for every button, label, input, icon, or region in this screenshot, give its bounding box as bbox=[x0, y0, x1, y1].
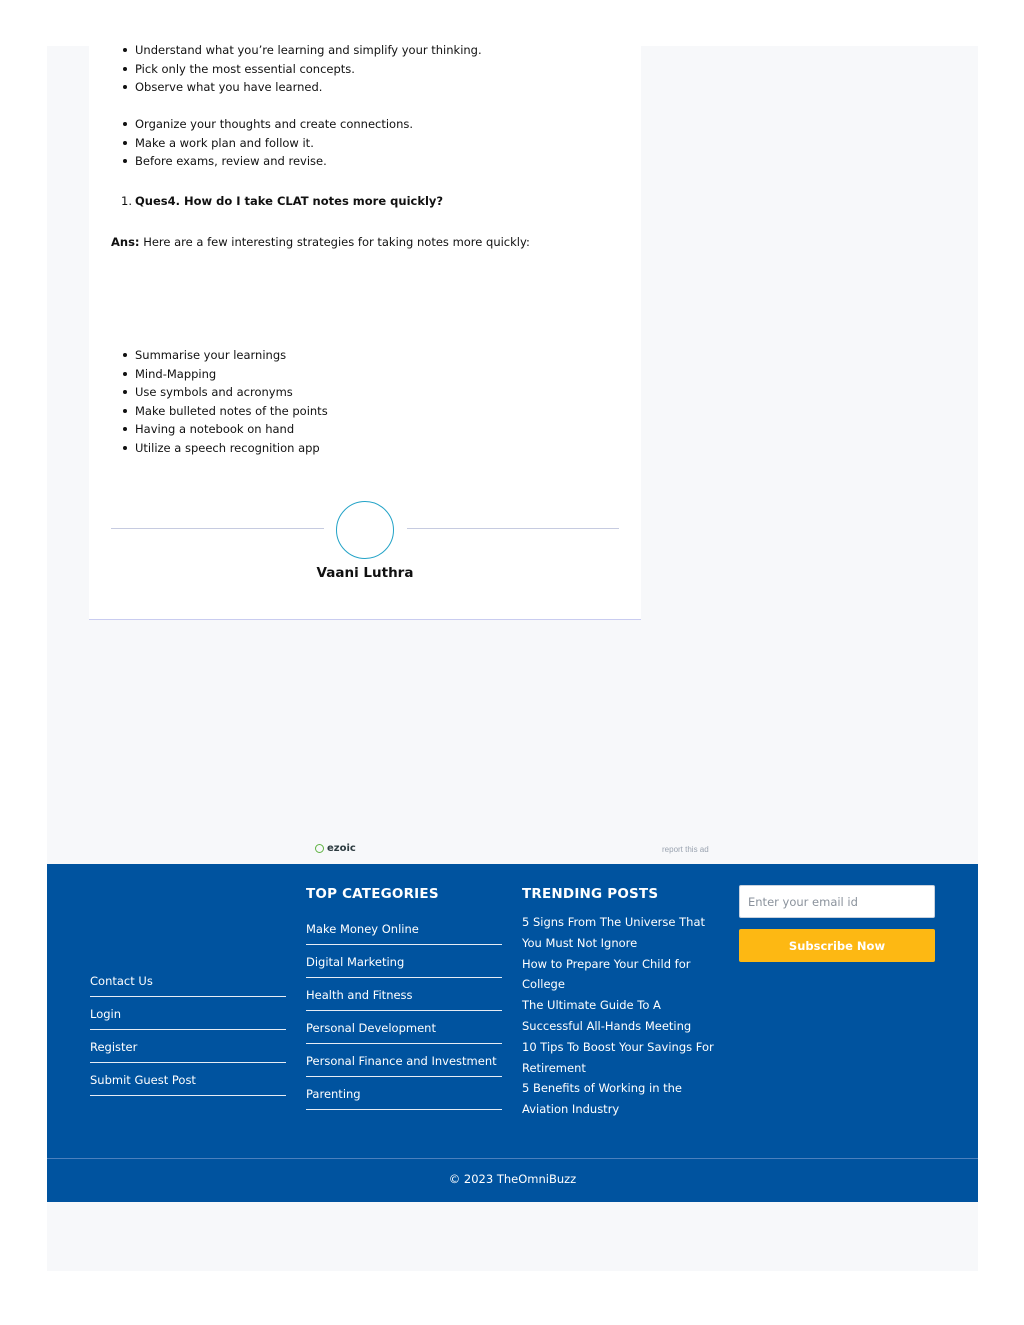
footer-link-contact-us[interactable]: Contact Us bbox=[90, 964, 286, 997]
ezoic-icon bbox=[315, 844, 324, 853]
category-link[interactable]: Parenting bbox=[306, 1077, 502, 1110]
category-link[interactable]: Personal Development bbox=[306, 1011, 502, 1044]
question-heading bbox=[121, 192, 443, 211]
author-divider-right bbox=[407, 528, 619, 529]
footer-link-submit-guest-post[interactable]: Submit Guest Post bbox=[90, 1063, 286, 1096]
list-item: Before exams, review and revise. bbox=[135, 152, 413, 171]
trending-posts-list bbox=[522, 912, 722, 1120]
author-divider-left bbox=[111, 528, 324, 529]
tips-list-2 bbox=[135, 115, 413, 171]
category-link[interactable]: Personal Finance and Investment bbox=[306, 1044, 502, 1077]
author-name[interactable]: Vaani Luthra bbox=[316, 565, 414, 581]
list-item: Understand what you’re learning and simplify your thinking. bbox=[135, 41, 482, 60]
list-item: Mind-Mapping bbox=[135, 365, 328, 384]
footer-link-register[interactable]: Register bbox=[90, 1030, 286, 1063]
tips-list-1 bbox=[135, 41, 482, 97]
ezoic-logo[interactable] bbox=[315, 843, 356, 854]
copyright-text: © 2023 TheOmniBuzz bbox=[448, 1172, 577, 1186]
trending-post-link[interactable]: 5 Signs From The Universe That You Must Not Ignore bbox=[522, 915, 705, 950]
report-ad-link[interactable]: report this ad bbox=[662, 845, 709, 854]
list-item: Use symbols and acronyms bbox=[135, 383, 328, 402]
subscribe-button[interactable]: Subscribe Now bbox=[739, 929, 935, 962]
trending-post-link[interactable]: 10 Tips To Boost Your Savings For Retirement bbox=[522, 1039, 714, 1075]
list-item: Observe what you have learned. bbox=[135, 78, 482, 97]
category-link[interactable]: Health and Fitness bbox=[306, 978, 502, 1011]
answer-paragraph bbox=[111, 233, 530, 252]
list-item: Having a notebook on hand bbox=[135, 420, 328, 439]
answer-label: Ans: bbox=[111, 235, 140, 249]
ezoic-brand: ezoic bbox=[327, 843, 356, 854]
author-avatar[interactable] bbox=[336, 501, 394, 559]
footer-links bbox=[90, 964, 286, 1096]
trending-post-link[interactable]: 5 Benefits of Working in the Aviation Industry bbox=[522, 1081, 683, 1117]
top-categories-list bbox=[306, 912, 502, 1110]
category-link[interactable]: Make Money Online bbox=[306, 912, 502, 945]
newsletter-email-input[interactable] bbox=[739, 885, 935, 918]
list-item: Utilize a speech recognition app bbox=[135, 439, 328, 458]
list-item: Pick only the most essential concepts. bbox=[135, 60, 482, 79]
list-item: Organize your thoughts and create connections. bbox=[135, 115, 413, 134]
category-link[interactable]: Digital Marketing bbox=[306, 945, 502, 978]
answer-text: Here are a few interesting strategies for taking notes more quickly: bbox=[143, 235, 530, 249]
trending-posts-heading: TRENDING POSTS bbox=[522, 886, 659, 902]
trending-post-link[interactable]: The Ultimate Guide To A Successful All-Hands Meeting bbox=[522, 998, 692, 1033]
list-item: Make bulleted notes of the points bbox=[135, 402, 328, 421]
footer-link-login[interactable]: Login bbox=[90, 997, 286, 1030]
trending-post-link[interactable]: How to Prepare Your Child for College bbox=[522, 956, 691, 992]
question-number: 1. bbox=[121, 194, 132, 208]
strategies-list bbox=[135, 346, 328, 457]
question-text: Ques4. How do I take CLAT notes more quickly? bbox=[134, 194, 444, 208]
site-footer bbox=[47, 864, 978, 1202]
list-item: Make a work plan and follow it. bbox=[135, 134, 413, 153]
footer-divider bbox=[47, 1158, 978, 1159]
list-item: Summarise your learnings bbox=[135, 346, 328, 365]
top-categories-heading: TOP CATEGORIES bbox=[306, 886, 439, 902]
